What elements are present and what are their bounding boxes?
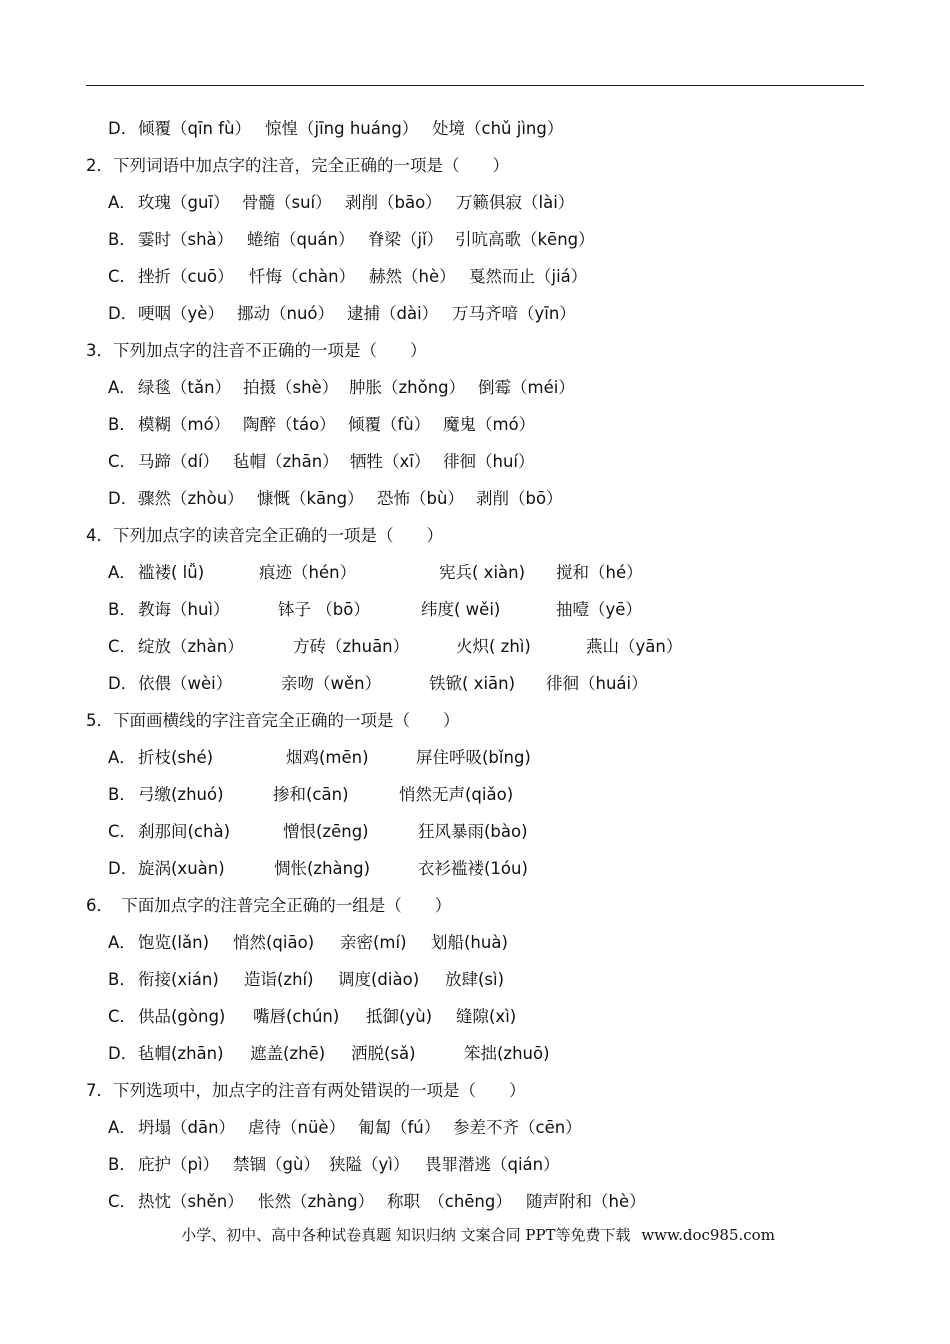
option-item: 绿毯（tǎn）	[138, 378, 232, 397]
footer-url[interactable]: www.doc985.com	[641, 1226, 775, 1244]
option-label: D．	[108, 859, 138, 878]
question-stem: 2．下列词语中加点字的注音，完全正确的一项是（ ）	[86, 156, 509, 175]
option-item: 宪兵( xiàn)	[439, 563, 526, 582]
question-stem: 6． 下面加点字的注普完全正确的一组是（ ）	[86, 896, 452, 915]
option-item: 悄然(qiāo)	[233, 933, 315, 952]
option-row	[0, 1146, 950, 1183]
option-item: 倾覆（fù）	[348, 415, 431, 434]
option-item: 抽噎（yē）	[556, 600, 642, 619]
option-label: A．	[108, 193, 136, 212]
option-label: C．	[108, 1007, 137, 1026]
option-item: 热忱（shěn）	[138, 1192, 244, 1211]
option-label: B．	[108, 1155, 136, 1174]
option-row	[0, 628, 950, 665]
option-item: 逮捕（dài）	[347, 304, 439, 323]
option-item: 引吭高歌（kēng）	[455, 230, 595, 249]
option-row	[0, 184, 950, 221]
option-label: D．	[108, 1044, 138, 1063]
option-item: 参差不齐（cēn）	[453, 1118, 582, 1137]
option-label: B．	[108, 600, 136, 619]
option-row	[0, 961, 950, 998]
option-item: 忏悔（chàn）	[249, 267, 356, 286]
option-row	[0, 776, 950, 813]
question-stem: 4．下列加点字的读音完全正确的一项是（ ）	[86, 526, 443, 545]
option-row	[0, 295, 950, 332]
option-item: 痕迹（hén）	[259, 563, 357, 582]
option-item: 放肆(sì)	[445, 970, 505, 989]
option-item: 依偎（wèi）	[138, 674, 233, 693]
page-footer	[0, 1224, 950, 1245]
option-item: 衣衫褴褛(1óu)	[418, 859, 528, 878]
option-item: 倾覆（qīn fù）	[138, 119, 252, 138]
question-list	[0, 110, 950, 1220]
option-item: 随声附和（hè）	[526, 1192, 646, 1211]
option-item: 赫然（hè）	[369, 267, 456, 286]
option-item: 憎恨(zēng)	[283, 822, 369, 841]
option-row	[0, 369, 950, 406]
option-item: 处境（chǔ jìng）	[432, 119, 564, 138]
option-row	[0, 1035, 950, 1072]
option-row	[0, 1109, 950, 1146]
option-item: 牺牲（xī）	[350, 452, 431, 471]
option-label: A．	[108, 748, 136, 767]
option-item: 纬度( wěi)	[421, 600, 501, 619]
option-item: 燕山（yān）	[586, 637, 683, 656]
option-item: 造诣(zhí)	[244, 970, 314, 989]
option-item: 掺和(cān)	[273, 785, 349, 804]
question-stem: 5．下面画横线的字注音完全正确的一项是（ ）	[86, 711, 460, 730]
option-item: 毡帽（zhān）	[233, 452, 339, 471]
option-item: 调度(diào)	[338, 970, 420, 989]
option-item: 徘徊（huí）	[443, 452, 535, 471]
option-item: 徘徊（huái）	[546, 674, 648, 693]
question-stem: 7．下列选项中，加点字的注音有两处错误的一项是（ ）	[86, 1081, 526, 1100]
option-row	[0, 1183, 950, 1220]
option-item: 万籁俱寂（lài）	[456, 193, 575, 212]
option-label: A．	[108, 933, 136, 952]
option-row	[0, 665, 950, 702]
option-item: 缝隙(xì)	[456, 1007, 517, 1026]
option-label: D．	[108, 119, 138, 138]
option-label: A．	[108, 1118, 136, 1137]
option-label: B．	[108, 415, 136, 434]
option-item: 嘴唇(chún)	[253, 1007, 340, 1026]
option-row	[0, 443, 950, 480]
option-item: 剥削（bō）	[476, 489, 563, 508]
option-item: 笨拙(zhuō)	[464, 1044, 550, 1063]
option-item: 匍匐（fú）	[358, 1118, 441, 1137]
option-item: 霎时（shà）	[138, 230, 234, 249]
option-item: 挪动（nuó）	[237, 304, 335, 323]
option-item: 悄然无声(qiǎo)	[399, 785, 514, 804]
option-row	[0, 850, 950, 887]
option-item: 陶醉（táo）	[243, 415, 336, 434]
option-row	[0, 591, 950, 628]
option-item: 玫瑰（guī）	[138, 193, 230, 212]
footer-text: 小学、初中、高中各种试卷真题 知识归纳 文案合同 PPT等免费下载	[181, 1226, 631, 1244]
option-item: 慷慨（kāng）	[257, 489, 364, 508]
option-item: 怅然（zhàng）	[258, 1192, 375, 1211]
option-item: 抵御(yù)	[366, 1007, 433, 1026]
option-row	[0, 258, 950, 295]
option-item: 畏罪潜逃（qián）	[425, 1155, 560, 1174]
option-item: 哽咽（yè）	[138, 304, 224, 323]
option-label: C．	[108, 452, 137, 471]
option-item: 剥削（bāo）	[345, 193, 442, 212]
option-item: 脊梁（jǐ）	[368, 230, 444, 249]
option-item: 庇护（pì）	[138, 1155, 220, 1174]
option-item: 洒脱(sǎ)	[351, 1044, 416, 1063]
option-item: 虐待（nüè）	[248, 1118, 346, 1137]
option-label: A．	[108, 378, 136, 397]
option-item: 方砖（zhuān）	[293, 637, 410, 656]
option-item: 划船(huà)	[431, 933, 508, 952]
option-item: 魔鬼（mó）	[443, 415, 536, 434]
option-label: B．	[108, 970, 136, 989]
header-rule	[86, 85, 864, 86]
option-row	[0, 998, 950, 1035]
option-row	[0, 739, 950, 776]
option-item: 烟鸡(mēn)	[286, 748, 369, 767]
option-item: 弓缴(zhuó)	[138, 785, 224, 804]
option-item: 绽放（zhàn）	[138, 637, 244, 656]
option-label: D．	[108, 674, 138, 693]
option-item: 旋涡(xuàn)	[138, 859, 225, 878]
option-item: 肿胀（zhǒng）	[349, 378, 466, 397]
option-item: 饱览(lǎn)	[138, 933, 210, 952]
option-item: 褴褛( lǚ)	[138, 563, 205, 582]
option-item: 刹那间(chà)	[138, 822, 231, 841]
option-label: C．	[108, 267, 137, 286]
option-item: 火炽( zhì)	[456, 637, 531, 656]
option-label: B．	[108, 230, 136, 249]
option-item: 狂风暴雨(bào)	[418, 822, 528, 841]
option-item: 亲密(mí)	[340, 933, 407, 952]
option-item: 戛然而止（jiá）	[469, 267, 588, 286]
option-item: 拍摄（shè）	[243, 378, 339, 397]
option-item: 供品(gòng)	[138, 1007, 226, 1026]
option-label: C．	[108, 822, 137, 841]
option-row	[0, 813, 950, 850]
option-item: 万马齐喑（yīn）	[452, 304, 576, 323]
option-label: D．	[108, 489, 138, 508]
option-item: 遮盖(zhē)	[250, 1044, 326, 1063]
option-row	[0, 480, 950, 517]
option-item: 衔接(xián)	[138, 970, 219, 989]
option-row	[0, 406, 950, 443]
option-row	[0, 221, 950, 258]
option-item: 禁锢（gù）	[233, 1155, 320, 1174]
option-item: 模糊（mó）	[138, 415, 231, 434]
option-item: 惊惶（jīng huáng）	[265, 119, 419, 138]
option-item: 搅和（hé）	[556, 563, 643, 582]
option-item: 挫折（cuō）	[138, 267, 234, 286]
option-label: B．	[108, 785, 136, 804]
option-item: 骨髓（suí）	[242, 193, 332, 212]
option-item: 恐怖（bù）	[377, 489, 464, 508]
option-item: 钵子 （bō）	[278, 600, 370, 619]
option-item: 称职 （chēng）	[387, 1192, 512, 1211]
option-item: 坍塌（dān）	[138, 1118, 236, 1137]
option-row	[0, 554, 950, 591]
option-label: D．	[108, 304, 138, 323]
option-item: 铁锨( xiān)	[429, 674, 516, 693]
option-item: 惆怅(zhàng)	[274, 859, 371, 878]
option-item: 倒霉（méi）	[478, 378, 575, 397]
option-label: C．	[108, 637, 137, 656]
option-item: 马蹄（dí）	[138, 452, 220, 471]
option-item: 骤然（zhòu）	[138, 489, 244, 508]
option-item: 蜷缩（quán）	[247, 230, 355, 249]
option-item: 亲吻（wěn）	[281, 674, 382, 693]
option-item: 教诲（huì）	[138, 600, 230, 619]
option-item: 毡帽(zhān)	[138, 1044, 224, 1063]
question-stem: 3．下列加点字的注音不正确的一项是（ ）	[86, 341, 427, 360]
option-row	[0, 110, 950, 147]
option-label: C．	[108, 1192, 137, 1211]
option-item: 屏住呼吸(bǐng)	[416, 748, 531, 767]
option-item: 折枝(shé)	[138, 748, 214, 767]
option-item: 狭隘（yì）	[329, 1155, 410, 1174]
option-label: A．	[108, 563, 136, 582]
option-row	[0, 924, 950, 961]
